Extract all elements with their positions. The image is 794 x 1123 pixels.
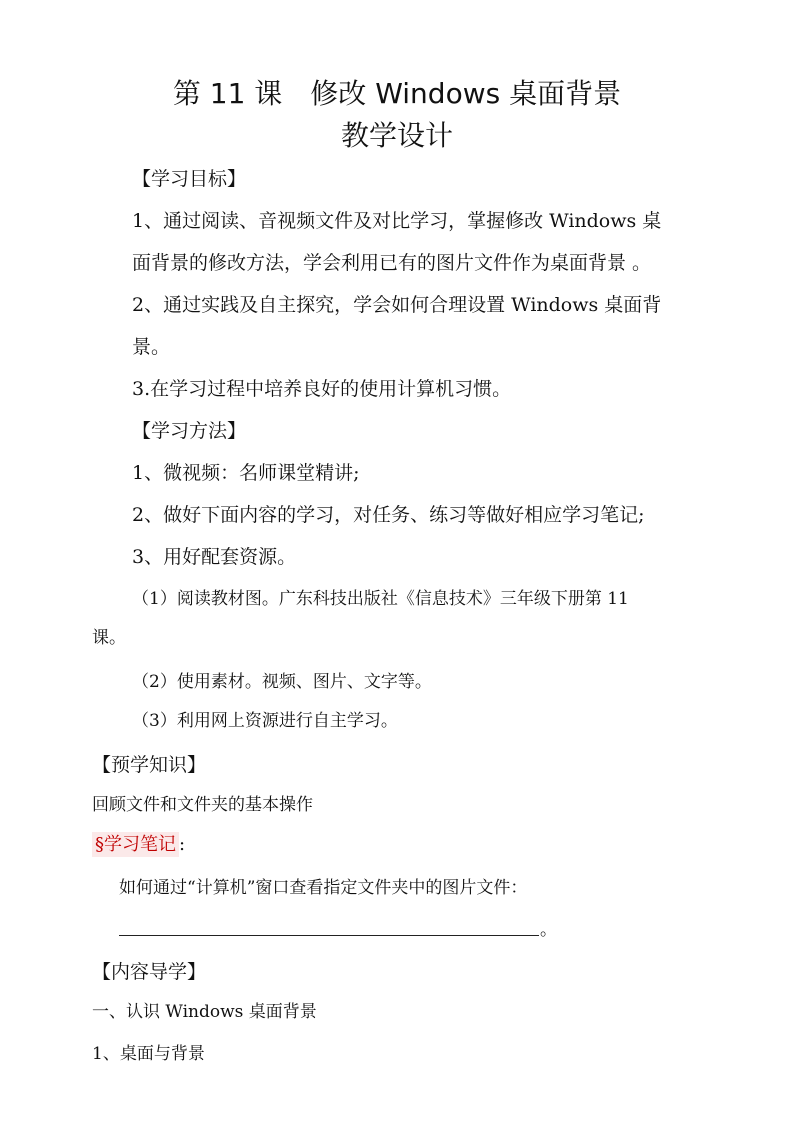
note-question: 如何通过“计算机”窗口查看指定文件夹中的图片文件： [119, 878, 528, 898]
section-heading-guide: 【内容导学】 [92, 961, 207, 983]
document-title: 第 11 课 修改 Windows 桌面背景 [172, 77, 622, 110]
goal-1-line-1: 1、通过阅读、音视频文件及对比学习，掌握修改 Windows 桌 [132, 210, 662, 232]
section-heading-methods: 【学习方法】 [132, 420, 247, 442]
preview-text: 回顾文件和文件夹的基本操作 [92, 795, 313, 815]
section-heading-preview: 【预学知识】 [92, 754, 207, 776]
study-note-badge: §学习笔记 [92, 832, 179, 857]
resource-1-line-1: （1）阅读教材图。广东科技出版社《信息技术》三年级下册第 11 [132, 589, 629, 609]
goal-2-line-1: 2、通过实践及自主探究，学会如何合理设置 Windows 桌面背 [132, 294, 662, 316]
goal-3: 3.在学习过程中培养良好的使用计算机习惯。 [132, 378, 512, 400]
method-2: 2、做好下面内容的学习，对任务、练习等做好相应学习笔记; [132, 504, 645, 526]
answer-blank-line [119, 935, 539, 936]
resource-2: （2）使用素材。视频、图片、文字等。 [132, 672, 432, 692]
document-subtitle: 教学设计 [340, 119, 453, 152]
goal-1-line-2: 面背景的修改方法，学会利用已有的图片文件作为桌面背景 。 [132, 252, 652, 274]
resource-1-line-2: 课。 [92, 628, 126, 648]
guide-part-1: 一、认识 Windows 桌面背景 [92, 1002, 317, 1022]
study-note-heading [92, 836, 185, 854]
answer-blank-period: 。 [540, 920, 557, 940]
method-1: 1、微视频：名师课堂精讲; [132, 462, 360, 484]
study-note-colon: : [179, 834, 186, 855]
resource-3: （3）利用网上资源进行自主学习。 [132, 711, 398, 731]
guide-item-1: 1、桌面与背景 [92, 1044, 205, 1064]
section-heading-goals: 【学习目标】 [132, 168, 247, 190]
method-3: 3、用好配套资源。 [132, 546, 297, 568]
goal-2-line-2: 景。 [132, 336, 171, 358]
